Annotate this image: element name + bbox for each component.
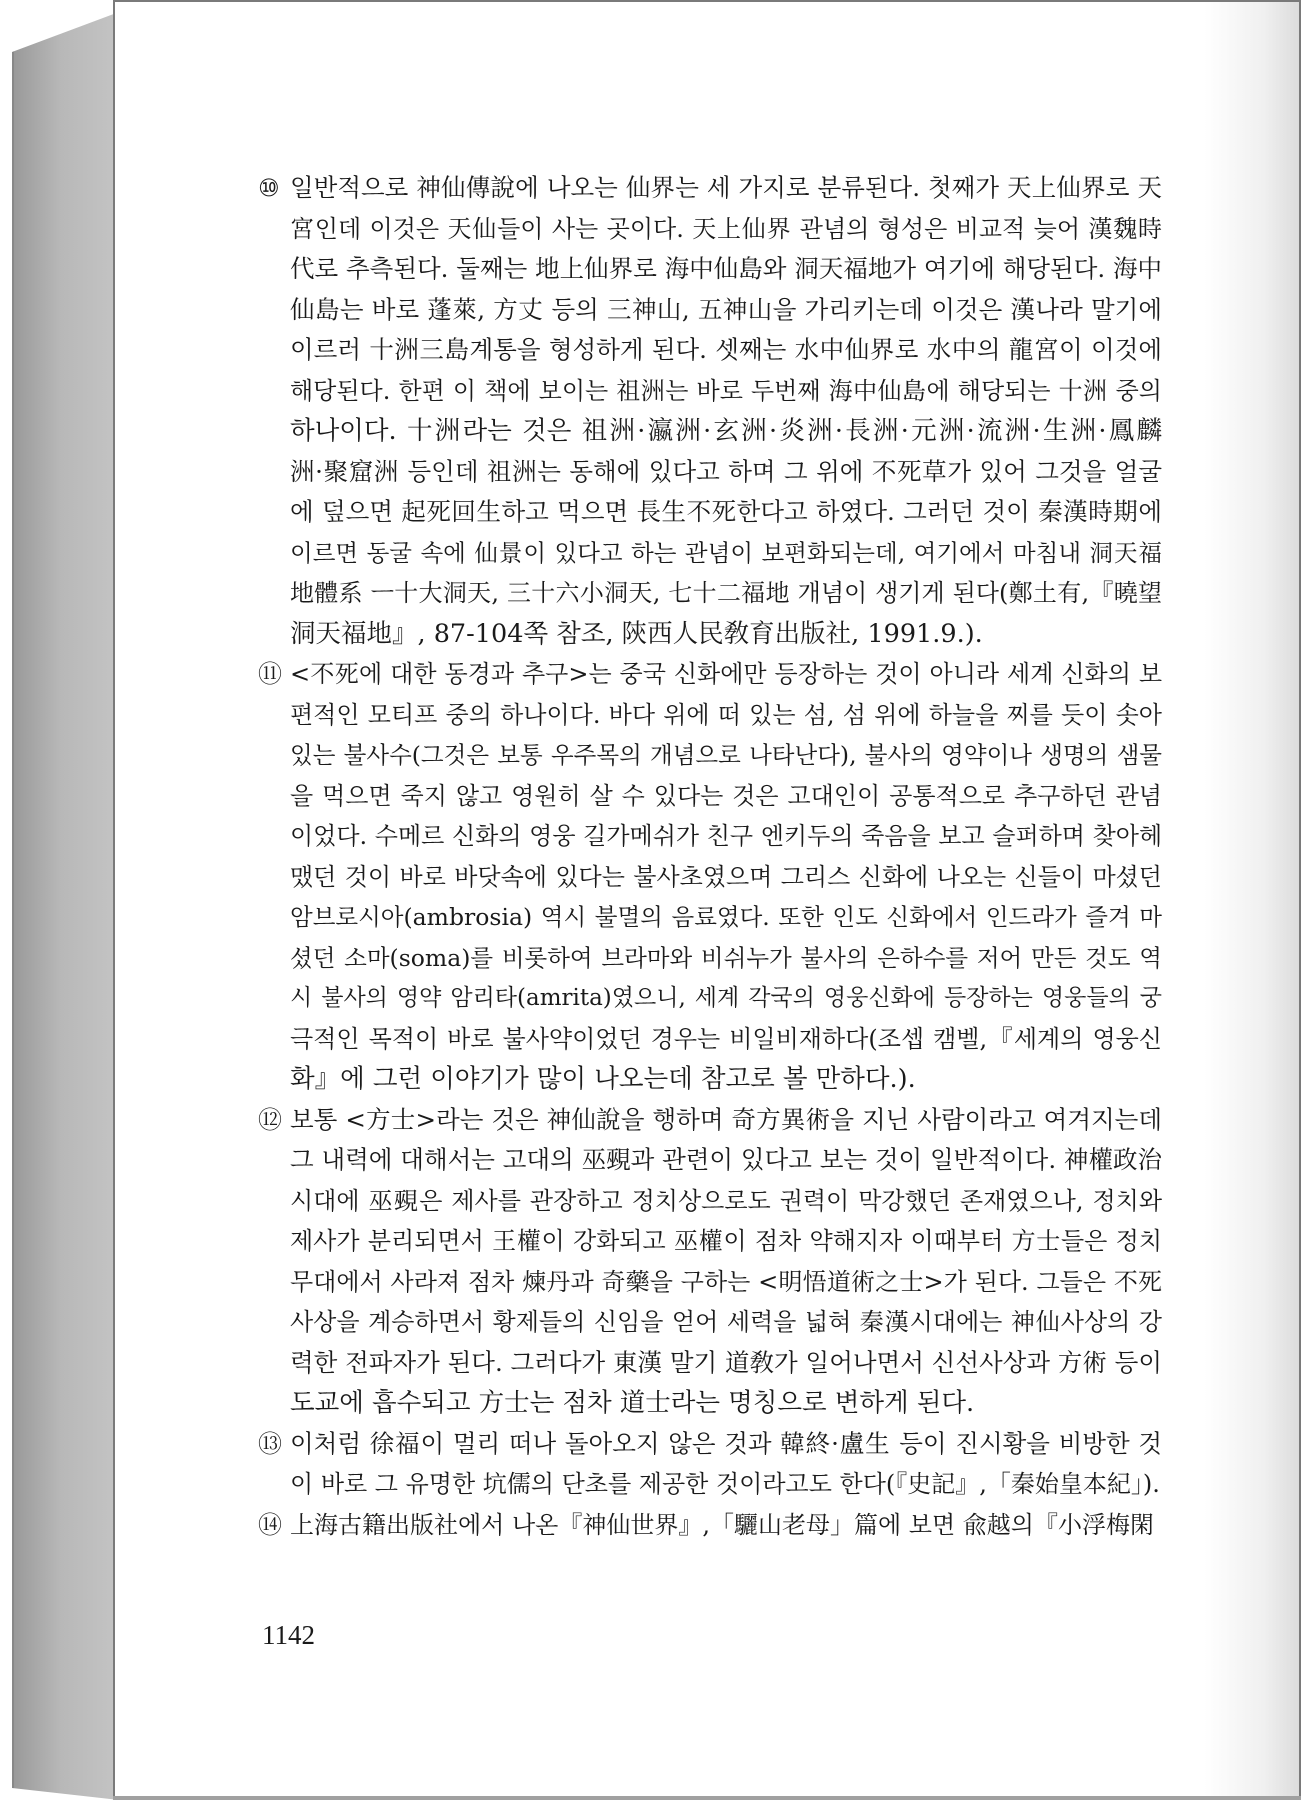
footnote-line: 셨던 소마(soma)를 비롯하여 브라마와 비쉬누가 불사의 은하수를 저어 만든 것도 역 xyxy=(290,943,1162,972)
footnote-line: 이르면 동굴 속에 仙景이 있다고 하는 관념이 보편화되는데, 여기에서 마침내 洞天福 xyxy=(290,538,1162,567)
footnote-line: 극적인 목적이 바로 불사약이었던 경우는 비일비재하다(조셉 캠벨,『세계의 영웅신 xyxy=(290,1024,1162,1053)
footnote-line: 을 먹으면 죽지 않고 영원히 살 수 있다는 것은 고대인이 공통적으로 추구하던 관념 xyxy=(290,781,1162,810)
footnote-number: ⑬ xyxy=(258,1429,282,1458)
footnote xyxy=(258,168,1162,654)
footnote-line: 력한 전파자가 된다. 그러다가 東漢 말기 道敎가 일어나면서 신선사상과 方術 등이 xyxy=(290,1347,1162,1377)
footnote-line: 宮인데 이것은 天仙들이 사는 곳이다. 天上仙界 관념의 형성은 비교적 늦어 漢魏時 xyxy=(290,214,1162,243)
footnote-line: 시대에 巫覡은 제사를 관장하고 정치상으로도 권력이 막강했던 존재였으나, 정치와 xyxy=(290,1186,1162,1215)
book-spine xyxy=(12,12,119,1800)
footnote-line: 해당된다. 한편 이 책에 보이는 祖洲는 바로 두번째 海中仙島에 해당되는 十洲 중의 xyxy=(290,376,1162,405)
footnote xyxy=(258,1505,1162,1546)
footnote-line: 洲·聚窟洲 등인데 祖洲는 동해에 있다고 하며 그 위에 不死草가 있어 그것을 얼굴 xyxy=(290,456,1162,486)
footnote-number: ⑩ xyxy=(258,174,280,202)
footnote xyxy=(258,654,1162,1100)
footnote-line: 보통 <方士>라는 것은 神仙說을 행하며 奇方異術을 지닌 사람이라고 여겨지는데 xyxy=(290,1104,1162,1134)
footnote-number: ⑫ xyxy=(258,1105,282,1134)
footnote-line: 일반적으로 神仙傳說에 나오는 仙界는 세 가지로 분류된다. 첫째가 天上仙界로 天 xyxy=(290,173,1162,202)
footnote-line: 맸던 것이 바로 바닷속에 있다는 불사초였으며 그리스 신화에 나오는 신들이 마셨던 xyxy=(290,862,1162,891)
footnote-line: 代로 추측된다. 둘째는 地上仙界로 海中仙島와 洞天福地가 여기에 해당된다. 海中 xyxy=(290,254,1162,283)
footnote-line: 에 덮으면 起死回生하고 먹으면 長生不死한다고 하였다. 그러던 것이 秦漢時期에 xyxy=(290,497,1162,526)
footnote-line: 화』에 그런 이야기가 많이 나오는데 참고로 볼 만하다.). xyxy=(290,1064,916,1094)
footnote-line: 제사가 분리되면서 王權이 강화되고 巫權이 점차 약해지자 이때부터 方士들은 정치 xyxy=(290,1227,1162,1255)
footnote-line: 이었다. 수메르 신화의 영웅 길가메쉬가 친구 엔키두의 죽음을 보고 슬퍼하며 찾아헤 xyxy=(290,822,1162,850)
footnote-line: 있는 불사수(그것은 보통 우주목의 개념으로 나타난다), 불사의 영약이나 생명의 샘물 xyxy=(290,741,1162,769)
footnote-line: 上海古籍出版社에서 나온『神仙世界』,「驪山老母」篇에 보면 兪越의『小浮梅閑 xyxy=(290,1510,1154,1539)
footnote-line: 암브로시아(ambrosia) 역시 불멸의 음료였다. 또한 인도 신화에서 인드라가 즐겨 마 xyxy=(290,903,1162,931)
footnote-line: 地體系 ㅡ十大洞天, 三十六小洞天, 七十二福地 개념이 생기게 된다(鄭土有,『曉望 xyxy=(290,579,1162,607)
footnote-line: 도교에 흡수되고 方士는 점차 道士라는 명칭으로 변하게 된다. xyxy=(290,1388,975,1418)
page-number: 1142 xyxy=(262,1620,315,1650)
footnote-line: 무대에서 사라져 점차 煉丹과 奇藥을 구하는 <明悟道術之士>가 된다. 그들은 不死 xyxy=(290,1267,1162,1296)
footnote-line: 이 바로 그 유명한 坑儒의 단초를 제공한 것이라고도 한다(『史記』,「秦始皇本紀」). xyxy=(290,1470,1160,1498)
footnote-line: 사상을 계승하면서 황제들의 신임을 얻어 세력을 넓혀 秦漢시대에는 神仙사상의 강 xyxy=(290,1308,1162,1336)
footnote-line: 洞天福地』, 87-104쪽 참조, 陝西人民敎育出版社, 1991.9.). xyxy=(290,618,983,649)
footnote-line: 이처럼 徐福이 멀리 떠나 돌아오지 않은 것과 韓終·盧生 등이 진시황을 비방한 것 xyxy=(290,1428,1162,1458)
footnote-line: 그 내력에 대해서는 고대의 巫覡과 관련이 있다고 보는 것이 일반적이다. 神權政治 xyxy=(290,1145,1162,1174)
footnote-line: 시 불사의 영약 암리타(amrita)였으니, 세계 각국의 영웅신화에 등장하는 영웅들의 궁 xyxy=(290,985,1162,1011)
page-edge xyxy=(113,1796,1301,1800)
footnote-line: 이르러 十洲三島계통을 형성하게 된다. 셋째는 水中仙界로 水中의 龍宮이 이것에 xyxy=(290,335,1162,364)
footnote xyxy=(258,1424,1162,1505)
footnote-line: 편적인 모티프 중의 하나이다. 바다 위에 떠 있는 섬, 섬 위에 하늘을 찌를 듯이 솟아 xyxy=(290,700,1162,729)
footnote-number: ⑭ xyxy=(258,1510,282,1539)
footnote-line: 하나이다. 十洲라는 것은 祖洲·瀛洲·玄洲·炎洲·長洲·元洲·流洲·生洲·鳳麟 xyxy=(290,416,1162,446)
footnote-number: ⑪ xyxy=(258,660,282,688)
footnote-line: <不死에 대한 동경과 추구>는 중국 신화에만 등장하는 것이 아니라 세계 신화의 보 xyxy=(290,660,1162,688)
footnote xyxy=(258,1100,1162,1424)
footnotes-body xyxy=(258,168,1162,1545)
footnote-line: 仙島는 바로 蓬萊, 方丈 등의 三神山, 五神山을 가리키는데 이것은 漢나라 말기에 xyxy=(290,294,1162,324)
